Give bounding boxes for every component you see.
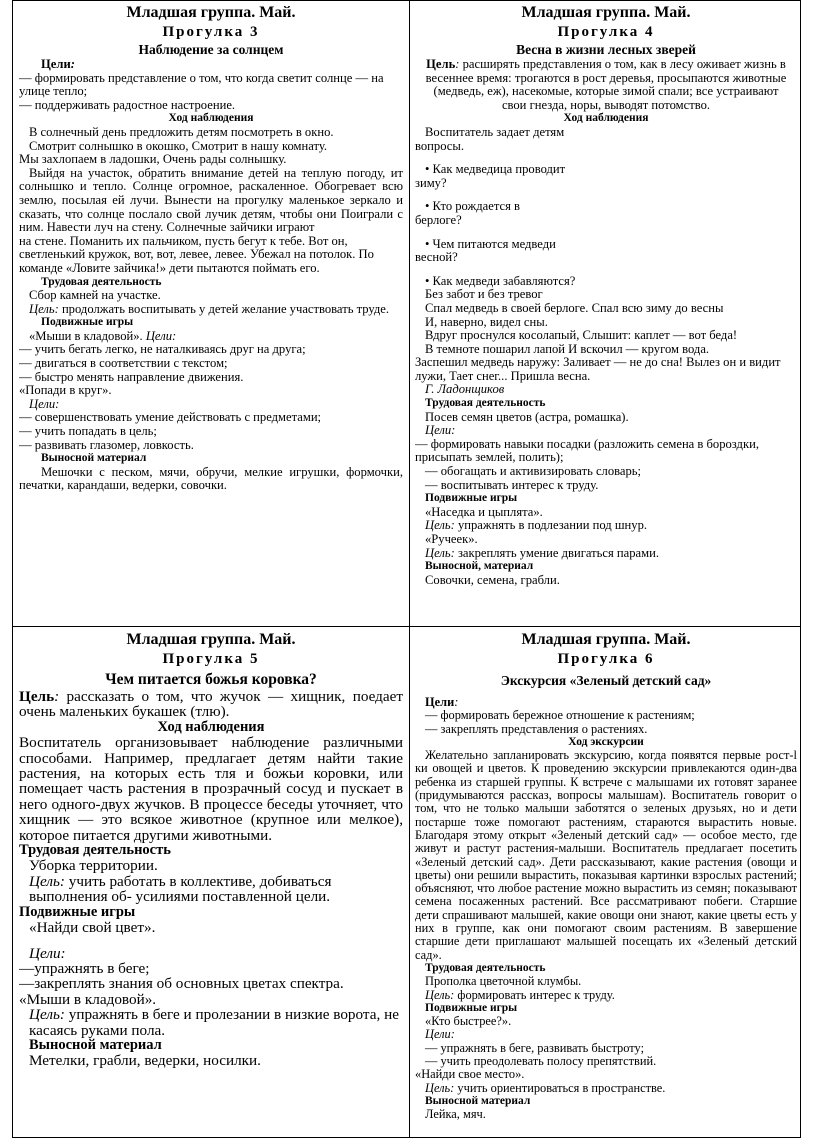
walk-3-game-2-goal-2: — учить попадать в цель; [19, 424, 157, 439]
walk-4-labor-goals-label: Цели: [425, 423, 456, 438]
walk-4-cell [415, 3, 797, 623]
walk-4-labor-goal-3: — воспитывать интерес к труду. [425, 477, 599, 492]
walk-4-observation-title: Ход наблюдения [563, 112, 649, 125]
walk-3-goal-1: — формировать представление о том, что когда светит солнце — на улице тепло; [19, 70, 384, 99]
walk-5-cell [19, 630, 403, 1135]
walk-5-observation: Воспитатель организовывает наблюдение различными способами. Например, предлагает детям найти такие растения, на которых есть тля и божьи коровки, или помещает часть растения в прозрачный сосуд и пускает в него одного-двух жучков. В процессе беседы уточняет, что хищник — это всякое животное (крупное или мелкое), которое питается другими животными. [19, 734, 403, 844]
walk-4-question-3b: весной? [415, 250, 458, 265]
walk-3-observation-2: Смотрит солнышко в окошко, Смотрит в нашу комнату. [29, 138, 328, 153]
walk-4-topic: Весна в жизни лесных зверей [516, 42, 696, 57]
walk-3-observation-4: Выйдя на участок, обратить внимание детей на теплую погоду, ит солнышко и тепло. Солнце огромное, раскаленное. Обогревает всю землю, посылая ей лучи. Вынести на прогулку маленькое зеркало и сказать, что солнце послало свой лучик детям, чтобы они Поиграли с ним. Навести луч на стену. Солнечные зайчики играют [19, 165, 403, 235]
walk-3-game-2-name: «Попади в круг». [19, 383, 112, 398]
walk-3-number: Прогулка 3 [162, 24, 260, 40]
walk-3-game-1-name: «Мыши в кладовой». [29, 328, 146, 343]
walk-4-question-4: • Как медведи забавляются? [425, 273, 576, 288]
walk-6-goal-2: — закреплять представления о растениях. [425, 721, 648, 736]
walk-3-game-2-goal-1: — совершенствовать умение действовать с предметами; [19, 410, 322, 425]
walk-5-observation-title: Ход наблюдения [157, 718, 265, 735]
document-page [12, 0, 801, 1138]
walk-6-games-title: Подвижные игры [425, 1001, 518, 1014]
walk-3-game-2-goal-3: — развивать глазомер, ловкость. [19, 437, 194, 452]
walk-4-poem-5: В темноте пошарил лапой И вскочил — кругом вода. [425, 341, 710, 356]
walk-6-topic: Экскурсия «Зеленый детский сад» [500, 673, 712, 688]
walk-6-game-1-name: «Кто быстрее?». [425, 1014, 512, 1029]
walk-5-labor-goal-label: Цель: [29, 872, 65, 890]
walk-5-game-2-goal-label: Цель: [29, 1006, 65, 1024]
walk-6-labor-text: Прополка цветочной клумбы. [425, 974, 582, 989]
walk-5-group-title: Младшая группа. Май. [126, 631, 296, 648]
walk-4-question-3a: • Чем питаются медведи [425, 236, 556, 251]
walk-3-goal-2: — поддерживать радостное настроение. [19, 97, 236, 112]
walk-4-poem-1: Без забот и без тревог [425, 287, 543, 302]
walk-4-observation-intro-1: Воспитатель задает детям [425, 124, 565, 139]
walk-6-goals-label: Цели [425, 695, 455, 709]
walk-4-labor-goal-2: — обогащать и активизировать словарь; [425, 464, 642, 479]
walk-4-material-title: Выносной, материал [425, 560, 534, 573]
walk-3-goals-label: Цели [41, 57, 71, 71]
walk-5-game-1-goals-label: Цели: [29, 944, 66, 962]
walk-4-game-1-goal: упражнять в подлезании под шнур. [454, 518, 648, 533]
walk-3-labor-title: Трудовая деятельность [41, 275, 162, 288]
walk-4-poem-6: Заспешил медведь наружу: Заливает — не до сна! Вылез он и видит лужи, Тает снег... Пришла весна. [415, 355, 781, 383]
walk-4-question-1b: зиму? [415, 175, 447, 190]
walk-5-games-title: Подвижные игры [19, 903, 136, 920]
walk-5-labor-text: Уборка территории. [29, 857, 158, 875]
walk-4-labor-goal-1b: присыпать землей, полить); [415, 450, 564, 465]
walk-6-game-1-goal-2: — учить преодолевать полосу препятствий. [425, 1054, 657, 1069]
walk-4-game-1-goal-label: Цель: [425, 518, 455, 533]
walk-5-game-1-goal-2: —закреплять знания об основных цветах спектра. [19, 975, 344, 993]
walk-3-game-1-goal-3: — быстро менять направление движения. [19, 369, 244, 384]
walk-6-goals-colon: : [454, 695, 459, 709]
walk-3-labor-goal-label: Цель: [29, 301, 59, 316]
walk-3-observation-1: В солнечный день предложить детям посмотреть в окно. [29, 124, 334, 139]
walk-6-group-title: Младшая группа. Май. [521, 631, 691, 648]
walk-4-goal-colon: : [455, 57, 460, 71]
walk-4-goal-label: Цель [426, 57, 456, 71]
walk-4-question-2b: берлоге? [415, 212, 462, 227]
walk-4-group-title: Младшая группа. Май. [521, 4, 691, 21]
column-divider [409, 1, 410, 1137]
walk-6-excursion: Желательно запланировать экскурсию, когда появятся первые рост-l ки овощей и цветов. К проведению экскурсии привлекаются один-два ребенка из старшей группы. К встрече с малышами их готовят заранее (придумываются рассказ, вопросы малышам). Воспитатель говорит о том, что не только малыши заботятся о зеленых друзьях, но и дети постарше тоже помогают растениям, стараются вырастить новые. Благодаря этому открыт «Зеленый детский сад» — особое место, где живут и растут растения-малыши. Воспитатель предлагает посетить «Зеленый детский сад». Дети рассказывают, какие растения (овощи и цветы) они решили вырастить, показывая картинки взрослых растений; объясняют, что любое растение можно вырастить из семян; показывают семена посаженных растений. Все рассматривают побеги. Старшие дети спрашивают малышей, какие овощи они знают, какие цветы есть у них в группе, как они помогают своим растениям. В завершение старшие дети приглашают малышей посещать их «Зеленый детский сад». [415, 748, 797, 962]
walk-3-observation-title: Ход наблюдения [168, 112, 254, 125]
walk-4-game-2-goal-label: Цель: [425, 545, 455, 560]
walk-5-number: Прогулка 5 [162, 651, 260, 667]
walk-6-game-1-goals-label: Цели: [425, 1027, 455, 1042]
walk-4-question-2a: • Кто рождается в [425, 199, 520, 214]
walk-6-material: Лейка, мяч. [425, 1107, 486, 1122]
walk-5-goal-colon: : [54, 688, 60, 705]
walk-3-game-1-goal-1: — учить бегать легко, не наталкиваясь друг на друга; [19, 342, 306, 357]
walk-5-material: Метелки, грабли, ведерки, носилки. [29, 1052, 261, 1070]
walk-3-group-title: Младшая группа. Май. [126, 4, 296, 21]
walk-6-game-2-name: «Найди свое место». [415, 1067, 525, 1082]
walk-4-question-1a: • Как медведица проводит [425, 162, 566, 177]
walk-3-game-2-goals-label: Цели: [29, 396, 60, 411]
walk-3-topic: Наблюдение за солнцем [138, 42, 284, 57]
walk-4-poem-2: Спал медведь в своей берлоге. Спал всю зиму до весны [425, 300, 724, 315]
walk-5-game-1-name: «Найди свой цвет». [29, 919, 156, 937]
walk-4-labor-title: Трудовая деятельность [425, 397, 546, 410]
walk-5-game-1-goal-1: —упражнять в беге; [19, 959, 150, 977]
walk-4-poem-author: Г. Ладонщиков [425, 382, 505, 397]
walk-5-labor-goal: учить работать в коллективе, добиваться выполнения об- усилиями поставленной цели. [29, 872, 332, 906]
walk-6-excursion-title: Ход экскурсии [568, 735, 644, 748]
walk-3-game-1-goals-label: Цели: [145, 328, 177, 343]
walk-6-game-2-goal-label: Цель: [425, 1080, 455, 1095]
walk-3-labor-goal: продолжать воспитывать у детей желание участвовать труде. [58, 301, 390, 316]
walk-3-observation-5: на стене. Поманить их пальчиком, пусть бегут к тебе. Вот он, светленький кружок, вот, вот, левее, левее. Убежал на потолок. По команде «Ловите зайчика!» дети пытаются поймать его. [19, 233, 374, 275]
walk-6-game-2-goal: учить ориентироваться в пространстве. [454, 1080, 666, 1095]
walk-6-goal-1: — формировать бережное отношение к растениям; [425, 708, 695, 723]
walk-4-labor-goal-1: — формировать навыки посадки (разложить семена в бороздки, [415, 436, 759, 451]
walk-4-goal: расширять представления о том, как в лесу оживает жизнь в весеннее время: трогаются в рост деревья, просыпаются животные (медведь, еж), насекомые, которые зимой спали; все устраивают свои гнезда, норы, выводят потомство. [425, 57, 787, 112]
walk-4-labor-text: Посев семян цветов (астра, ромашка). [425, 409, 629, 424]
walk-3-goals-colon: : [70, 57, 75, 71]
walk-5-topic: Чем питается божья коровка? [105, 671, 317, 688]
walk-6-number: Прогулка 6 [557, 651, 655, 667]
walk-5-game-2-goal: упражнять в беге и пролезании в низкие ворота, не касаясь руками пола. [29, 1006, 399, 1039]
walk-6-labor-goal: формировать интерес к труду. [454, 987, 615, 1002]
walk-4-material: Совочки, семена, грабли. [425, 572, 560, 587]
walk-5-goal: рассказать о том, что жучок — хищник, поедает очень маленьких букашек (тлю). [19, 688, 403, 721]
walk-5-material-title: Выносной материал [29, 1036, 162, 1053]
walk-5-game-2-name: «Мыши в кладовой». [19, 990, 157, 1008]
walk-3-cell [19, 3, 403, 623]
walk-4-game-2-name: «Ручеек». [425, 532, 478, 546]
walk-3-material: Мешочки с песком, мячи, обручи, мелкие игрушки, формочки, печатки, карандаши, ведерки, совочки. [19, 464, 403, 493]
walk-6-cell [415, 630, 797, 1135]
walk-3-labor-text: Сбор камней на участке. [29, 288, 161, 303]
walk-6-labor-goal-label: Цель: [425, 987, 455, 1002]
walk-6-material-title: Выносной материал [425, 1094, 531, 1107]
row-divider [13, 626, 800, 627]
walk-4-number: Прогулка 4 [557, 24, 655, 40]
walk-3-observation-3: Мы захлопаем в ладошки, Очень рады солнышку. [19, 152, 287, 167]
walk-6-game-1-goal-1: — упражнять в беге, развивать быстроту; [425, 1040, 645, 1055]
walk-4-games-title: Подвижные игры [425, 492, 518, 505]
walk-4-game-1-name: «Наседка и цыплята». [425, 504, 543, 519]
walk-4-game-2-goal: закреплять умение двигаться парами. [454, 545, 660, 560]
walk-3-material-title: Выносной материал [41, 452, 147, 465]
walk-6-labor-title: Трудовая деятельность [425, 961, 546, 974]
walk-4-observation-intro-2: вопросы. [415, 138, 465, 153]
walk-3-games-title: Подвижные игры [41, 316, 134, 329]
walk-5-labor-title: Трудовая деятельность [19, 842, 171, 859]
walk-5-goal-label: Цель [19, 688, 55, 705]
walk-3-game-1-goal-2: — двигаться в соответствии с текстом; [19, 356, 228, 371]
walk-4-poem-4: Вдруг проснулся косолапый, Слышит: каплет — вот беда! [425, 328, 738, 343]
walk-4-poem-3: И, наверно, видел сны. [425, 314, 548, 329]
